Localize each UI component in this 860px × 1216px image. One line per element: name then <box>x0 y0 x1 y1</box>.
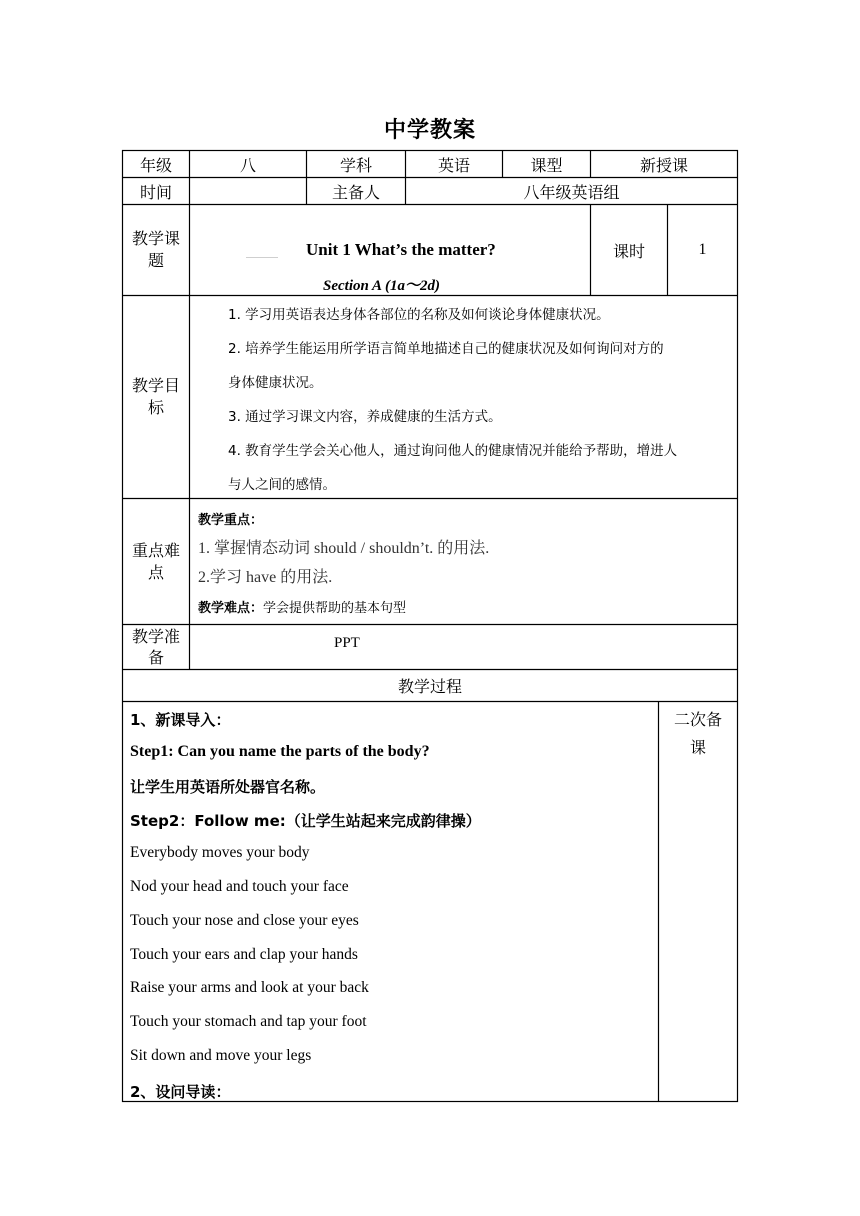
objective-line: 1. 学习用英语表达身体各部位的名称及如何谈论身体健康状况。 <box>228 307 610 323</box>
objectives-label-line-2: 标 <box>147 398 164 417</box>
difficult-point <box>198 597 406 616</box>
process-line: Touch your ears and clap your hands <box>130 946 358 963</box>
period-label: 课时 <box>612 241 645 261</box>
lesson-section-text: Section A (1a～2d) <box>323 278 440 294</box>
difficult-heading: 教学难点： <box>198 601 264 616</box>
process-line: Touch your stomach and tap your foot <box>130 1013 367 1030</box>
second-preparation-line-1: 二次备 <box>673 710 722 729</box>
process-heading: 教学过程 <box>397 677 462 696</box>
key-points-label-line-2: 点 <box>147 562 164 582</box>
process-line: 1、新课导入： <box>130 711 231 729</box>
objective-line: 4. 教育学生学会关心他人，通过询问他人的健康情况并能给予帮助，增进人 <box>228 443 678 459</box>
subject-label: 学科 <box>339 155 372 175</box>
second-preparation-line-2: 课 <box>689 738 706 757</box>
grade-value: 八 <box>239 155 256 175</box>
key-heading: 教学重点： <box>198 513 264 528</box>
objective-line: 3. 通过学习课文内容，养成健康的生活方式。 <box>228 409 502 425</box>
preparer-label: 主备人 <box>331 182 380 202</box>
preparation-label <box>123 625 189 669</box>
time-value <box>190 178 306 204</box>
key-points-label-line-1: 重点难 <box>131 540 180 560</box>
period-value: 1 <box>698 241 707 258</box>
difficult-text: 学会提供帮助的基本句型 <box>263 601 407 616</box>
process-line: Touch your nose and close your eyes <box>130 912 359 929</box>
lesson-type-value: 新授课 <box>639 155 688 175</box>
lesson-title: Unit 1 What’s the matter? <box>306 240 496 259</box>
objective-line: 与人之间的感情。 <box>228 477 336 493</box>
process-line: Raise your arms and look at your back <box>130 979 369 996</box>
key-point-2: 2.学习 have 的用法. <box>198 569 333 586</box>
subject-value: 英语 <box>437 155 470 175</box>
time-label: 时间 <box>139 182 172 202</box>
objective-line: 身体健康状况。 <box>228 375 323 391</box>
objective-line: 2. 培养学生能运用所学语言简单地描述自己的健康状况及如何询问对方的 <box>228 341 664 357</box>
process-line: Sit down and move your legs <box>130 1047 312 1064</box>
process-line: Step2：Follow me:（让学生站起来完成韵律操） <box>130 812 481 830</box>
faint-rule <box>246 257 278 258</box>
preparation-value: PPT <box>334 635 360 651</box>
process-line: Step1: Can you name the parts of the body? <box>130 743 430 760</box>
topic-label-line-1: 教学课 <box>131 229 180 248</box>
key-points-label <box>123 499 189 624</box>
preparation-label-line-2: 备 <box>147 648 164 667</box>
objectives-label-line-1: 教学目 <box>131 376 180 395</box>
process-line: 让学生用英语所处器官名称。 <box>130 778 326 796</box>
process-line: Nod your head and touch your face <box>130 878 349 895</box>
objectives-label <box>123 296 189 498</box>
second-preparation-label <box>659 706 737 762</box>
grade-label: 年级 <box>139 155 172 175</box>
process-line: Everybody moves your body <box>130 844 310 861</box>
topic-label-line-2: 题 <box>147 251 164 270</box>
key-point-1: 1. 掌握情态动词 should / shouldn’t. 的用法. <box>198 540 490 557</box>
preparer-value: 八年级英语组 <box>523 182 620 202</box>
topic-label <box>123 205 189 295</box>
process-line: 2、设问导读： <box>130 1083 231 1101</box>
lesson-type-label: 课型 <box>530 155 563 175</box>
lesson-section <box>323 274 440 295</box>
page-title: 中学教案 <box>383 118 476 143</box>
preparation-label-line-1: 教学准 <box>131 627 180 646</box>
